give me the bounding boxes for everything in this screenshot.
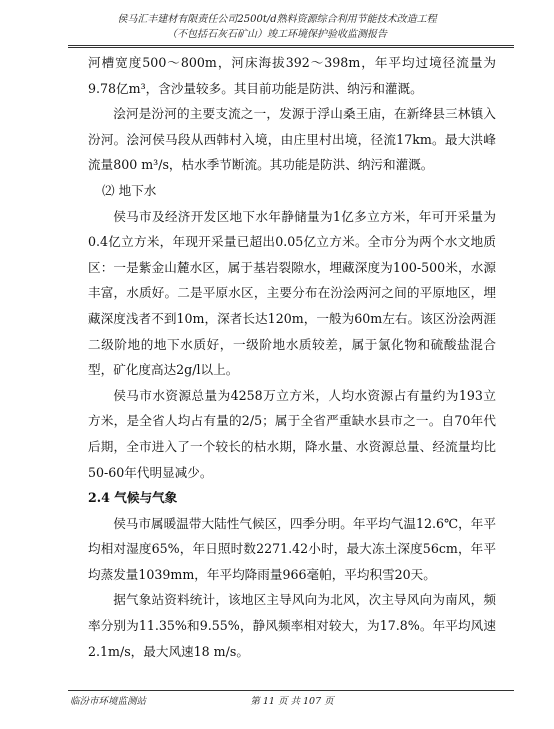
paragraph-climate: 侯马市属暖温带大陆性气候区，四季分明。年平均气温12.6℃，年平均相对湿度65%，年日照时数2271.42小时，最大冻土深度56cm，年平均蒸发量1039mm，年平均降雨量966毫帕，平均积雪20天。 <box>88 515 496 582</box>
section-groundwater-heading: ⑵ 地下水 <box>102 182 157 198</box>
page-number: 第 11 页 共 107 页 <box>250 696 334 707</box>
footer-organization: 临汾市环境监测站 <box>70 696 147 707</box>
page-header <box>40 12 514 42</box>
paragraph-groundwater: 侯马市及经济开发区地下水年静储量为1亿多立方米，年可开采量为0.4亿立方米，年现开采量已超出0.05亿立方米。全市分为两个水文地质区：一是紫金山麓水区，属于基岩裂隙水，埋藏深度为100-500米，水源丰富，水质好。二是平原水区，主要分布在汾浍两河之间的平原地区，埋藏深度浅者不到10m，深者长达120m，一般为60m左右。该区汾浍两涯二级阶地的地下水质好，一级阶地水质较差，属于氯化物和硫酸盐混合型，矿化度高达2g/l以上。 <box>88 208 496 378</box>
document-body <box>88 50 496 664</box>
paragraph-kuai-river: 浍河是汾河的主要支流之一，发源于浮山桑王庙，在新绛县三林镇入汾河。浍河侯马段从西韩村入境，由庄里村出境，径流17km。最大洪峰流量800 m³/s，枯水季节断流。其功能是防洪、纳污和灌溉。 <box>88 106 496 173</box>
header-line-2: （不包括石灰石矿山）竣工环境保护验收监测报告 <box>167 29 387 40</box>
header-divider-2 <box>68 47 514 48</box>
paragraph-water-resources: 侯马市水资源总量为4258万立方米，人均水资源占有量约为193立方米，是全省人均占有量的2/5；属于全省严重缺水县市之一。自70年代后期，全市进入了一个较长的枯水期，降水量、水资源总量、经流量均比50-60年代明显减少。 <box>88 387 496 480</box>
header-divider <box>68 45 514 46</box>
paragraph-wind: 据气象站资料统计，该地区主导风向为北风，次主导风向为南风，频率分别为11.35%和9.55%，静风频率相对较大，为17.8%。年平均风速2.1m/s，最大风速18 m/s。 <box>88 592 496 659</box>
header-line-1: 侯马汇丰建材有限责任公司2500t/d熟料资源综合利用节能技术改造工程 <box>117 14 437 25</box>
footer-divider <box>68 690 514 691</box>
paragraph-river-channel: 河槽宽度500～800m，河床海拔392～398m，年平均过境径流量为9.78亿m³，含沙量较多。其目前功能是防洪、纳污和灌溉。 <box>88 55 496 96</box>
section-climate-heading: 2.4 气候与气象 <box>88 490 178 506</box>
